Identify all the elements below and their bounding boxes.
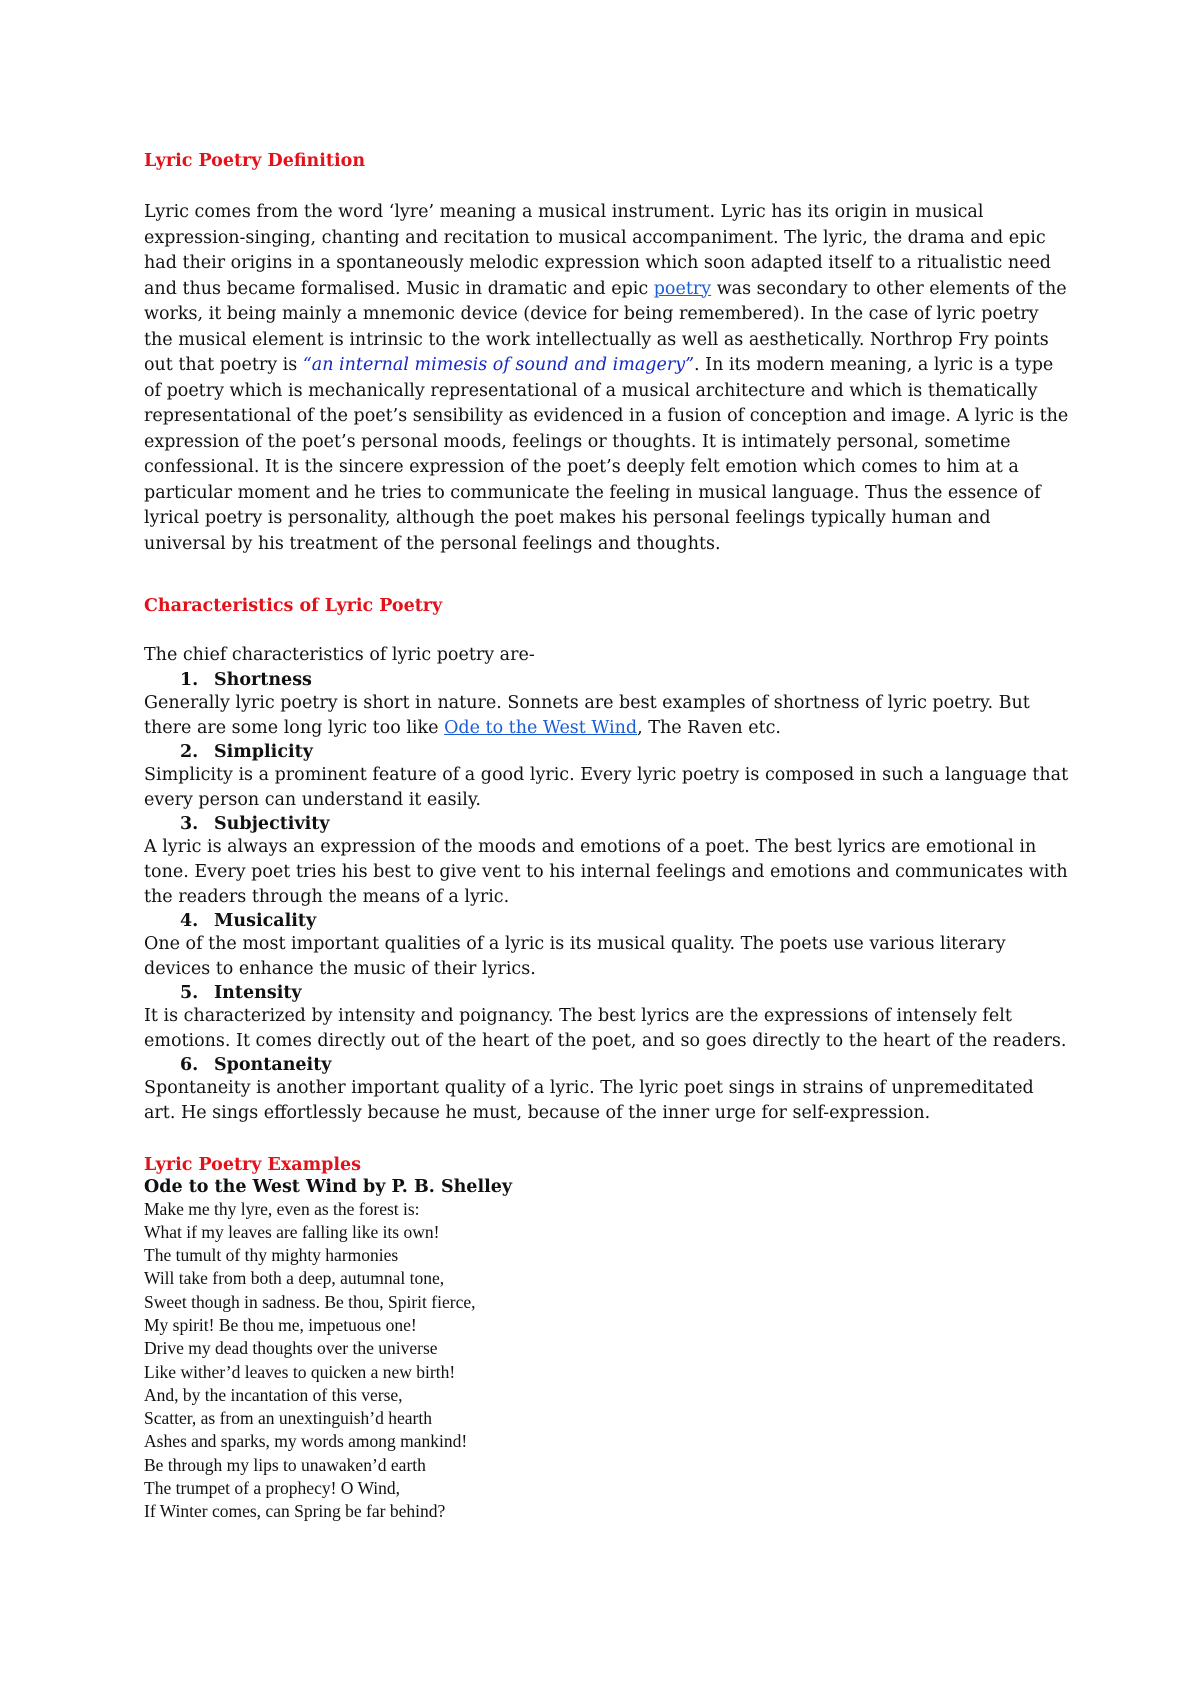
poem-line: The trumpet of a prophecy! O Wind, xyxy=(144,1478,401,1499)
list-item-label: Intensity xyxy=(214,982,302,1003)
list-item-number: 6. xyxy=(180,1054,199,1075)
poem-line: My spirit! Be thou me, impetuous one! xyxy=(144,1314,417,1335)
ode-west-wind-link[interactable]: Ode to the West Wind xyxy=(444,717,638,738)
poem-block xyxy=(144,1198,1070,1524)
list-item-text xyxy=(144,691,1070,741)
shortness-text-1: Generally lyric poetry is short in nature. Sonnets are best examples of shortness of lyric poetry. But there are some long lyric too like xyxy=(144,692,1030,738)
fry-quote: “an internal mimesis of sound and imagery” xyxy=(302,355,695,375)
definition-text-2: was secondary to other elements of the works, it being mainly a mnemonic device (device for being remembered). In the case of lyric poetry the musical element is intrinsic to the work intellectually as well as aesthetically. Northrop Fry points out that poetry is xyxy=(144,278,1067,375)
poem-title: Ode to the West Wind by P. B. Shelley xyxy=(144,1176,513,1197)
poem-line: And, by the incantation of this verse, xyxy=(144,1384,403,1405)
poem-line: Sweet though in sadness. Be thou, Spirit fierce, xyxy=(144,1291,476,1312)
list-item-title xyxy=(144,910,1070,932)
list-item-text: It is characterized by intensity and poignancy. The best lyrics are the expressions of intensely felt emotions. It comes directly out of the heart of the poet, and so goes directly to the heart of the readers. xyxy=(144,1005,1067,1051)
heading-definition: Lyric Poetry Definition xyxy=(144,151,366,171)
definition-text-1: Lyric comes from the word ‘lyre’ meaning a musical instrument. Lyric has its origin in musical expression-singing, chanting and recitation to musical accompaniment. The lyric, the drama and epic had their origins in a spontaneously melodic expression which soon adapted itself to a ritualistic need and thus became formalised. Music in dramatic and epic xyxy=(144,202,1052,299)
poem-line: Will take from both a deep, autumnal tone, xyxy=(144,1268,445,1289)
list-item-title xyxy=(144,982,1070,1004)
list-item-label: Subjectivity xyxy=(214,813,330,834)
list-item-label: Spontaneity xyxy=(214,1054,332,1075)
poem-line: Be through my lips to unawaken’d earth xyxy=(144,1454,426,1475)
poem-line: Drive my dead thoughts over the universe xyxy=(144,1338,438,1359)
list-item-label: Musicality xyxy=(214,910,317,931)
shortness-text-2: , The Raven etc. xyxy=(637,717,781,738)
definition-paragraph xyxy=(144,200,1070,557)
heading-characteristics: Characteristics of Lyric Poetry xyxy=(144,596,443,616)
list-item-number: 3. xyxy=(180,813,199,834)
heading-examples: Lyric Poetry Examples xyxy=(144,1154,362,1175)
poem-line: If Winter comes, can Spring be far behind? xyxy=(144,1501,446,1522)
list-item-title xyxy=(144,669,1070,691)
characteristics-list xyxy=(144,669,1070,1126)
list-item-text: Spontaneity is another important quality of a lyric. The lyric poet sings in strains of unpremeditated art. He sings effortlessly because he must, because of the inner urge for self-expression. xyxy=(144,1077,1034,1123)
characteristics-intro: The chief characteristics of lyric poetry are- xyxy=(144,645,535,665)
poem-line: The tumult of thy mighty harmonies xyxy=(144,1245,399,1266)
poem-line: Make me thy lyre, even as the forest is: xyxy=(144,1198,420,1219)
list-item-title xyxy=(144,1054,1070,1076)
list-item-title xyxy=(144,813,1070,835)
list-item-label: Shortness xyxy=(214,669,312,690)
definition-text-3: . In its modern meaning, a lyric is a type of poetry which is mechanically representational of a musical architecture and which is thematically representational of the poet’s sensibility as evidenced in a fusion of conception and image. A lyric is the expression of the poet’s personal moods, feelings or thoughts. It is intimately personal, sometime confessional. It is the sincere expression of the poet’s deeply felt emotion which comes to him at a particular moment and he tries to communicate the feeling in musical language. Thus the essence of lyrical poetry is personality, although the poet makes his personal feelings typically human and universal by his treatment of the personal feelings and thoughts. xyxy=(144,355,1069,554)
list-item-text: A lyric is always an expression of the moods and emotions of a poet. The best lyrics are emotional in tone. Every poet tries his best to give vent to his internal feelings and emotions and communicates with the readers through the means of a lyric. xyxy=(144,836,1068,907)
list-item-text: Simplicity is a prominent feature of a good lyric. Every lyric poetry is composed in such a language that every person can understand it easily. xyxy=(144,764,1069,810)
list-item-title xyxy=(144,741,1070,763)
list-item-number: 4. xyxy=(180,910,199,931)
poem-line: What if my leaves are falling like its own! xyxy=(144,1221,440,1242)
list-item-number: 1. xyxy=(180,669,199,690)
list-item-label: Simplicity xyxy=(214,741,313,762)
list-item-number: 5. xyxy=(180,982,199,1003)
list-item-text: One of the most important qualities of a lyric is its musical quality. The poets use various literary devices to enhance the music of their lyrics. xyxy=(144,933,1006,979)
poem-line: Ashes and sparks, my words among mankind! xyxy=(144,1431,468,1452)
poetry-link[interactable]: poetry xyxy=(653,278,712,299)
list-item-number: 2. xyxy=(180,741,199,762)
poem-line: Scatter, as from an unextinguish’d hearth xyxy=(144,1408,432,1429)
poem-line: Like wither’d leaves to quicken a new birth! xyxy=(144,1361,456,1382)
